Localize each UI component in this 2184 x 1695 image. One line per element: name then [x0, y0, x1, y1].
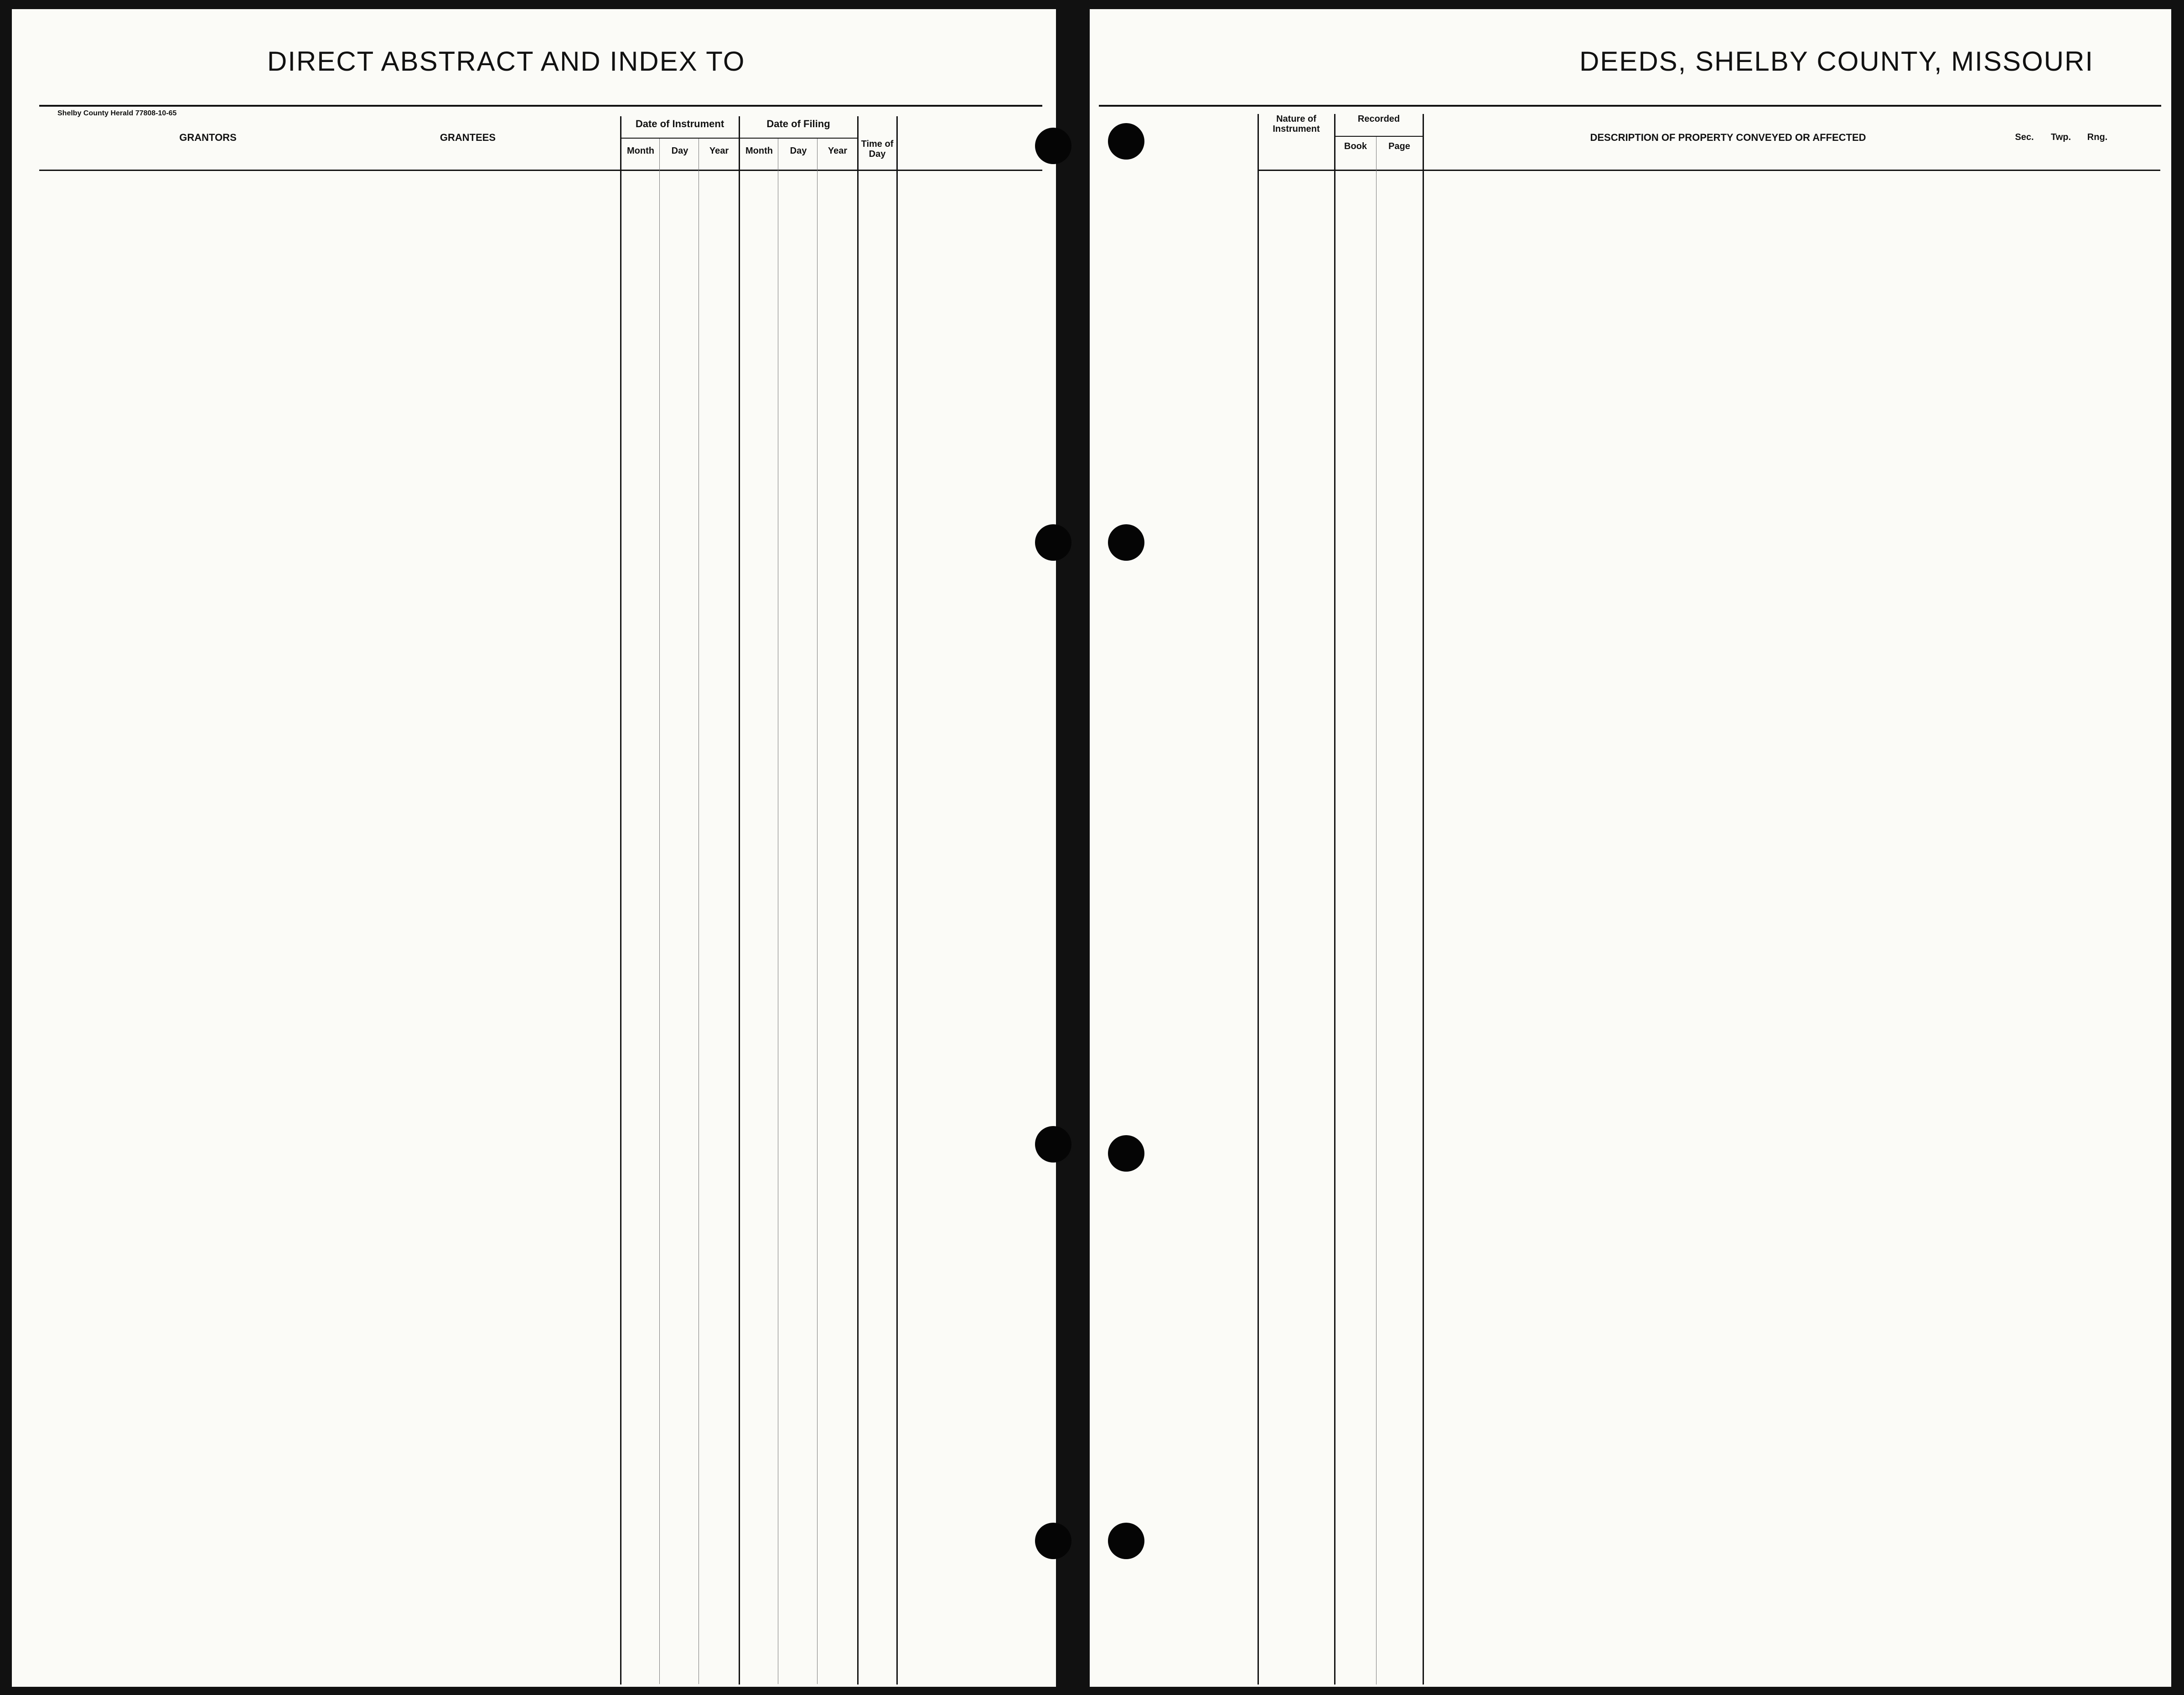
left-col-rule-3 — [896, 116, 898, 1685]
left-sub-rule-0 — [659, 139, 660, 1684]
binder-hole — [1035, 1523, 1071, 1559]
recorded-subrule — [1335, 136, 1423, 137]
book-page-rule — [1376, 137, 1377, 1685]
right-page — [1090, 9, 2171, 1687]
grantees-header: GRANTEES — [440, 132, 496, 143]
inst-year-header: Year — [709, 146, 729, 156]
left-page-title: DIRECT ABSTRACT AND INDEX TO — [267, 46, 745, 77]
binder-hole — [1035, 524, 1071, 561]
right-header-bottom-rule — [1258, 170, 2160, 171]
binder-hole — [1108, 1523, 1144, 1559]
filing-day-header: Day — [790, 146, 807, 156]
left-sub-rule-3 — [817, 139, 818, 1684]
rng-header: Rng. — [2087, 132, 2108, 142]
date-of-filing-header: Date of Filing — [766, 118, 830, 129]
binder-hole — [1108, 1135, 1144, 1172]
left-page — [12, 9, 1056, 1687]
filing-year-header: Year — [828, 146, 848, 156]
right-page-title: DEEDS, SHELBY COUNTY, MISSOURI — [1579, 46, 2094, 77]
book-header: Book — [1344, 141, 1367, 151]
inst-month-header: Month — [627, 146, 654, 156]
description-header: DESCRIPTION OF PROPERTY CONVEYED OR AFFECTED — [1590, 132, 1866, 143]
right-top-rule — [1099, 105, 2161, 107]
printer-imprint: Shelby County Herald 77808-10-65 — [57, 109, 177, 117]
binder-hole — [1035, 128, 1071, 164]
nature-of-instrument-header: Nature of Instrument — [1273, 114, 1320, 134]
right-col-rule-2 — [1423, 114, 1424, 1685]
binder-hole — [1108, 123, 1144, 160]
left-top-rule — [39, 105, 1042, 107]
sec-header: Sec. — [2015, 132, 2034, 142]
binder-hole — [1035, 1126, 1071, 1163]
time-of-day-header: Time of Day — [861, 139, 894, 159]
binder-hole — [1108, 524, 1144, 561]
left-col-rule-1 — [739, 116, 740, 1685]
recorded-header: Recorded — [1357, 114, 1400, 124]
inst-day-header: Day — [671, 146, 688, 156]
twp-header: Twp. — [2050, 132, 2071, 142]
left-header-bottom-rule — [39, 170, 1042, 171]
filing-month-header: Month — [745, 146, 773, 156]
right-col-rule-1 — [1334, 114, 1335, 1685]
left-col-rule-0 — [620, 116, 621, 1685]
grantors-header: GRANTORS — [179, 132, 237, 143]
right-col-rule-0 — [1258, 114, 1259, 1685]
left-col-rule-2 — [857, 116, 859, 1685]
date-of-instrument-header: Date of Instrument — [635, 118, 725, 129]
page-header: Page — [1388, 141, 1410, 151]
